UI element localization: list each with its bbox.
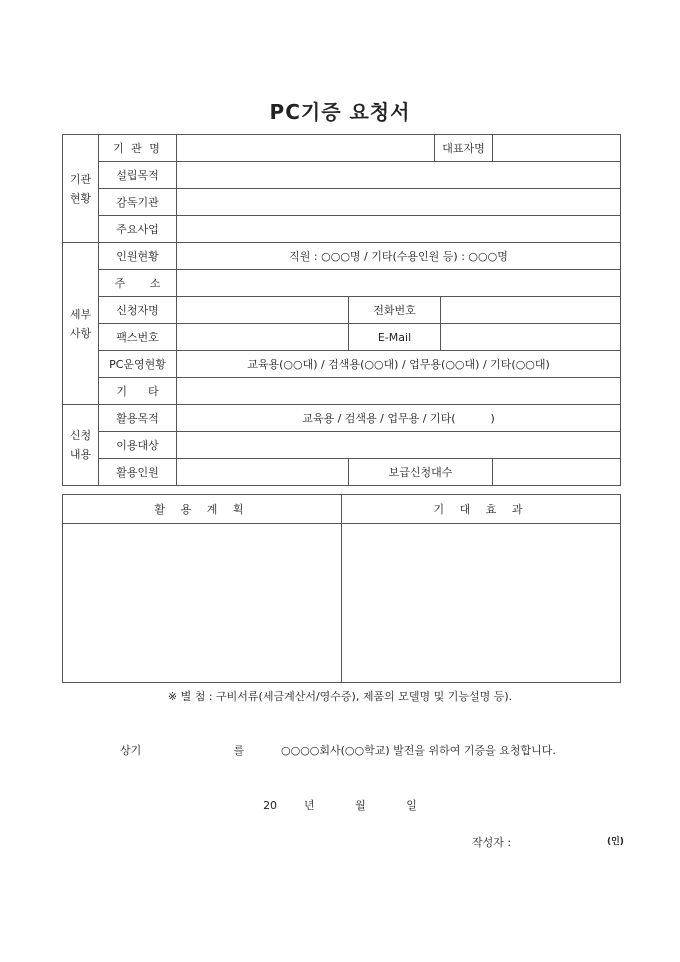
page-title: PC기증 요청서	[269, 100, 411, 124]
seal-mark: (인)	[607, 837, 624, 847]
org-name-field[interactable]	[177, 135, 435, 162]
pc-status-label: PC운영현황	[99, 351, 177, 378]
users-label: 활용인원	[99, 459, 177, 486]
request-sentence	[120, 742, 590, 758]
section-apply-text: 신청 내용	[69, 429, 92, 461]
date-line: 20 년 월 일	[263, 799, 417, 812]
table-row	[63, 495, 621, 524]
users-field[interactable]	[177, 459, 349, 486]
use-purpose-label: 활용목적	[99, 405, 177, 432]
phone-label: 전화번호	[349, 297, 441, 324]
plan-header: 활 용 계 획	[63, 495, 342, 524]
etc-label: 기 타	[99, 378, 177, 405]
purpose-field[interactable]	[177, 162, 621, 189]
plan-table	[62, 494, 621, 683]
table-row	[63, 270, 621, 297]
email-field[interactable]	[441, 324, 621, 351]
pc-status-field[interactable]: 교육용(○○대) / 검색용(○○대) / 업무용(○○대) / 기타(○○대)	[177, 351, 621, 378]
main-business-field[interactable]	[177, 216, 621, 243]
staff-label: 인원현황	[99, 243, 177, 270]
table-row	[63, 351, 621, 378]
effect-field[interactable]	[342, 524, 621, 683]
table-row	[63, 162, 621, 189]
use-purpose-field[interactable]: 교육용 / 검색용 / 업무용 / 기타( )	[177, 405, 621, 432]
main-business-label: 주요사업	[99, 216, 177, 243]
rep-name-label: 대표자명	[435, 135, 493, 162]
section-detail-label	[63, 243, 99, 405]
request-body: ○○○○회사(○○학교) 발전을 위하여 기증을 요청합니다.	[281, 744, 556, 757]
table-row	[63, 524, 621, 683]
application-form-table	[62, 134, 621, 486]
table-row	[63, 378, 621, 405]
fax-label: 팩스번호	[99, 324, 177, 351]
table-row	[63, 297, 621, 324]
phone-field[interactable]	[441, 297, 621, 324]
supervisor-label: 감독기관	[99, 189, 177, 216]
email-label: E-Mail	[349, 324, 441, 351]
table-row	[63, 432, 621, 459]
rep-name-field[interactable]	[493, 135, 621, 162]
table-row	[63, 216, 621, 243]
table-row	[63, 189, 621, 216]
section-org-label	[63, 135, 99, 243]
org-name-label: 기 관 명	[99, 135, 177, 162]
writer-label: 작성자 :	[472, 836, 512, 849]
plan-field[interactable]	[63, 524, 342, 683]
address-label: 주 소	[99, 270, 177, 297]
table-row	[63, 135, 621, 162]
applicant-label: 신청자명	[99, 297, 177, 324]
purpose-label: 설립목적	[99, 162, 177, 189]
etc-field[interactable]	[177, 378, 621, 405]
section-apply-label	[63, 405, 99, 486]
supervisor-field[interactable]	[177, 189, 621, 216]
fax-field[interactable]	[177, 324, 349, 351]
request-particle: 를	[233, 744, 245, 757]
quantity-field[interactable]	[493, 459, 621, 486]
table-row	[63, 405, 621, 432]
table-row	[63, 324, 621, 351]
table-row	[63, 243, 621, 270]
address-field[interactable]	[177, 270, 621, 297]
staff-field[interactable]: 직원 : ○○○명 / 기타(수용인원 등) : ○○○명	[177, 243, 621, 270]
target-label: 이용대상	[99, 432, 177, 459]
section-detail-text: 세부 사항	[69, 307, 92, 340]
target-field[interactable]	[177, 432, 621, 459]
section-org-text: 기관 현황	[69, 172, 92, 205]
request-prefix: 상기	[120, 744, 142, 757]
effect-header: 기 대 효 과	[342, 495, 621, 524]
quantity-label: 보급신청대수	[349, 459, 493, 486]
table-row	[63, 459, 621, 486]
attachment-note: ※ 별 첨 : 구비서류(세금계산서/영수증), 제품의 모델명 및 기능설명 등).	[167, 690, 513, 703]
applicant-field[interactable]	[177, 297, 349, 324]
